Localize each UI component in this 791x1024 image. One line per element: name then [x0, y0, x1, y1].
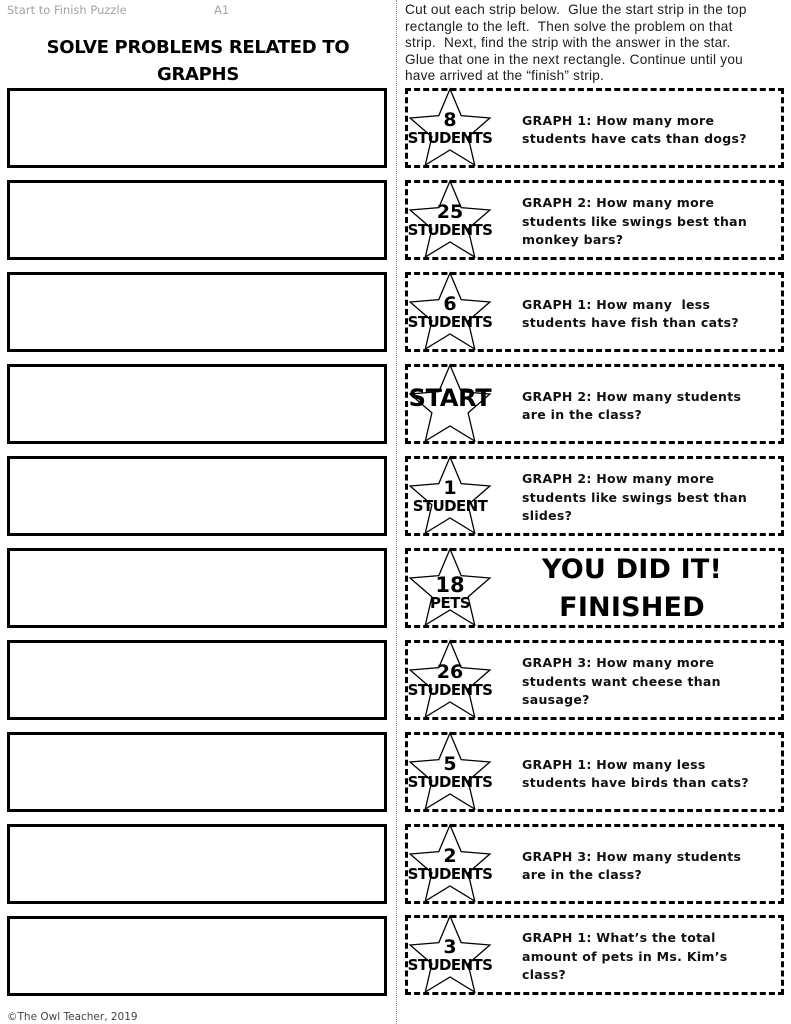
question-line: students want cheese than [522, 673, 721, 689]
question-line: GRAPH 1: How many less [522, 756, 706, 772]
finish-message-line-2: FINISHED [559, 592, 705, 623]
puzzle-strip-9 [405, 824, 784, 904]
question-line: GRAPH 1: What’s the total [522, 930, 716, 946]
page-title-line-2: GRAPHS [157, 64, 239, 85]
star-answer-unit: STUDENTS [407, 313, 493, 331]
answer-rectangle-6 [7, 548, 387, 628]
puzzle-strip-8 [405, 732, 784, 812]
question-line: GRAPH 2: How many more [522, 471, 715, 487]
question-line: GRAPH 1: How many more [522, 112, 715, 128]
answer-rectangle-4 [7, 364, 387, 444]
instructions-line: strip. Next, find the strip with the answer in the star. [405, 35, 731, 51]
star-start-label: START [408, 384, 492, 412]
question-line: monkey bars? [522, 232, 624, 248]
star-answer-unit: STUDENTS [407, 773, 493, 791]
puzzle-strip-2 [405, 180, 784, 260]
strip-question [522, 918, 778, 992]
star-answer-unit: STUDENTS [407, 681, 493, 699]
question-line: students have cats than dogs? [522, 131, 747, 146]
instructions-line: Glue that one in the next rectangle. Continue until you [405, 51, 743, 67]
answer-rectangle-1 [7, 88, 387, 168]
answer-rectangle-3 [7, 272, 387, 352]
question-line: GRAPH 2: How many more [522, 195, 715, 211]
answer-rectangle-5 [7, 456, 387, 536]
star-answer-number: 2 [443, 845, 457, 867]
strip-question [522, 827, 778, 901]
copyright-footer: ©The Owl Teacher, 2019 [7, 1011, 138, 1023]
puzzle-strip-start [405, 364, 784, 444]
question-line: GRAPH 1: How many less [522, 296, 711, 312]
puzzle-strip-7 [405, 640, 784, 720]
strip-question [522, 367, 778, 441]
star-answer-number: 18 [435, 573, 465, 597]
answer-rectangle-9 [7, 824, 387, 904]
star-answer-number: 25 [436, 201, 464, 223]
star-answer-number: 5 [443, 753, 457, 775]
star-answer-number: 1 [443, 477, 457, 499]
answer-rectangle-2 [7, 180, 387, 260]
star-answer-unit: PETS [430, 594, 470, 612]
finish-message-line-1: YOU DID IT! [541, 554, 723, 585]
star-answer-unit: STUDENTS [407, 865, 493, 883]
cut-line-divider [396, 0, 397, 1024]
instructions-line: have arrived at the “finish” strip. [405, 68, 605, 84]
question-line: GRAPH 2: How many students [522, 388, 742, 404]
puzzle-strip-10 [405, 915, 784, 995]
question-line: students have fish than cats? [522, 315, 739, 330]
star-answer-unit: STUDENT [412, 497, 488, 515]
star-answer-unit: STUDENTS [407, 221, 493, 239]
question-line: students have birds than cats? [522, 775, 749, 790]
star-answer-number: 3 [443, 936, 457, 958]
question-line: students like swings best than [522, 489, 748, 505]
question-line: sausage? [522, 692, 590, 708]
answer-rectangle-10 [7, 916, 387, 996]
question-line: GRAPH 3: How many more [522, 655, 715, 671]
strip-question [522, 91, 778, 165]
instructions-line: Cut out each strip below. Glue the start strip in the top [405, 2, 747, 17]
puzzle-strip-3 [405, 272, 784, 352]
star-answer-unit: STUDENTS [407, 129, 493, 147]
star-answer-unit: STUDENTS [407, 956, 493, 974]
puzzle-strip-finish [405, 548, 784, 628]
star-answer-number: 26 [436, 661, 464, 683]
strip-question [522, 459, 778, 533]
puzzle-strip-1 [405, 88, 784, 168]
finish-message [508, 551, 756, 627]
question-line: amount of pets in Ms. Kim’s [522, 948, 728, 964]
worksheet-code: A1 [214, 3, 230, 17]
instructions-line: rectangle to the left. Then solve the problem on that [405, 18, 733, 34]
puzzle-strip-5 [405, 456, 784, 536]
strip-question [522, 643, 778, 717]
page-title-line-1: SOLVE PROBLEMS RELATED TO [46, 37, 350, 58]
page-title [0, 34, 396, 88]
strip-question [522, 183, 778, 257]
strip-question [522, 735, 778, 809]
star-answer-number: 8 [443, 109, 457, 131]
question-line: are in the class? [522, 867, 643, 882]
instructions [405, 2, 791, 85]
question-line: slides? [522, 508, 573, 524]
question-line: GRAPH 3: How many students [522, 848, 742, 864]
worksheet-header-title: Start to Finish Puzzle [7, 3, 127, 17]
answer-rectangle-7 [7, 640, 387, 720]
star-answer-number: 6 [443, 293, 457, 315]
answer-rectangle-8 [7, 732, 387, 812]
strip-question [522, 275, 778, 349]
question-line: are in the class? [522, 407, 643, 422]
question-line: class? [522, 967, 567, 983]
question-line: students like swings best than [522, 213, 748, 229]
